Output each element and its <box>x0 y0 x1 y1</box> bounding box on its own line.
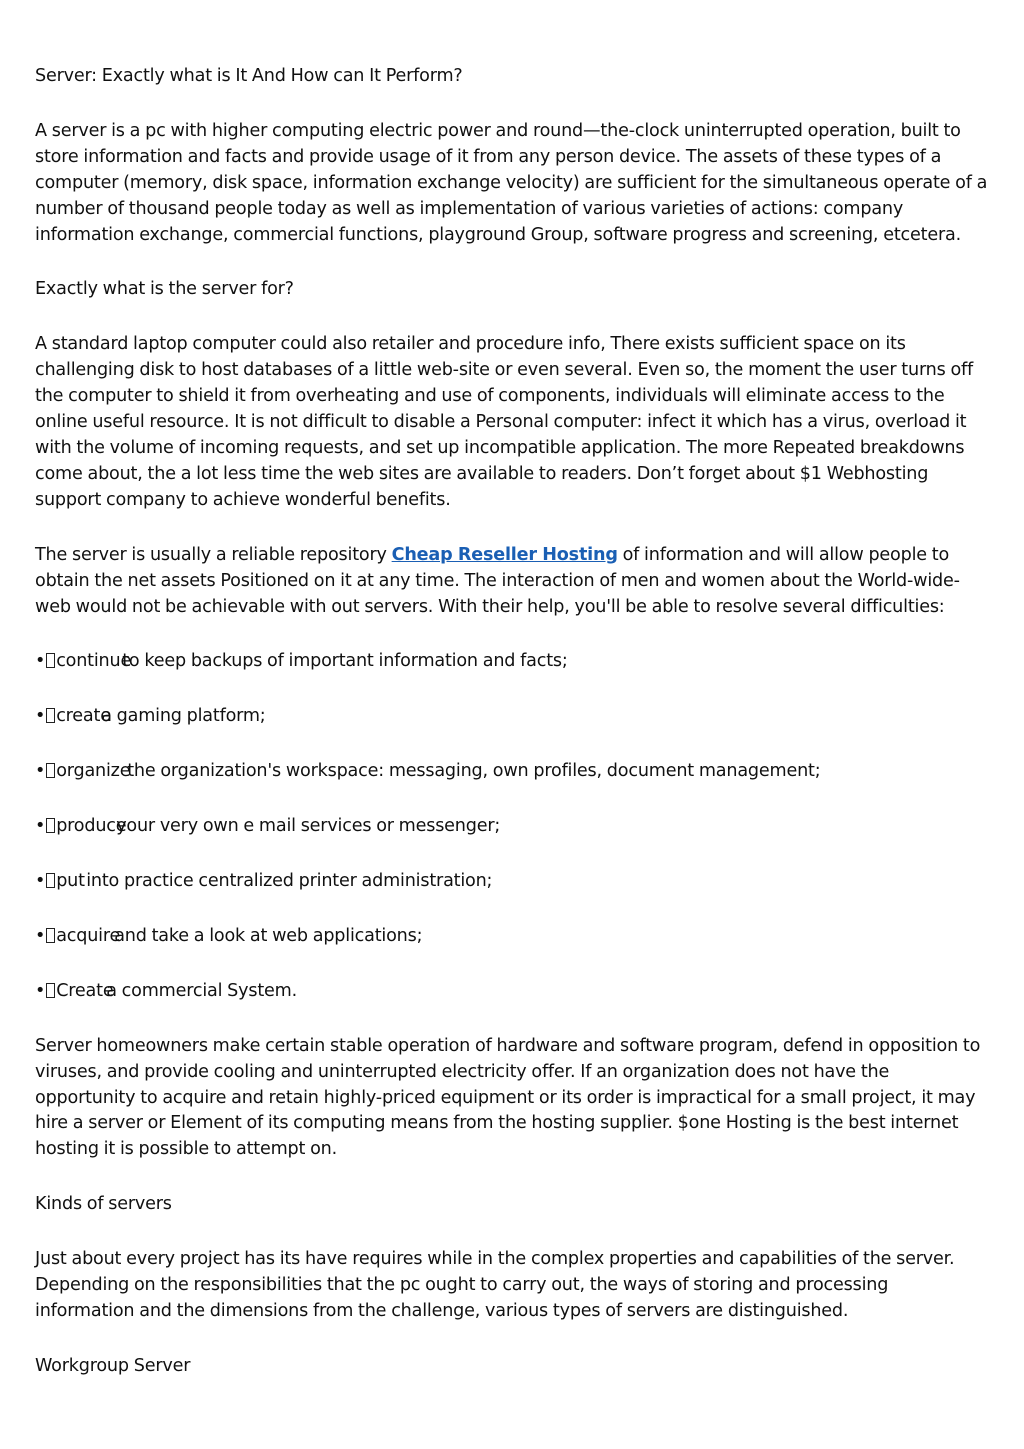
bullet-lead-word: produce <box>56 816 127 837</box>
bullet-item <box>35 704 991 730</box>
kinds-paragraph: Just about every project has its have requires while in the complex properties and capabilities of the server. Depending on the responsibilities that the pc ought to carry out, the ways of storing and processing information and the dimensions from the challenge, various types of servers are distinguished. <box>35 1249 955 1321</box>
bullet-lead-word: continue <box>56 651 132 672</box>
bullet-text: the organization's workspace: messaging, own profiles, document management; <box>127 761 821 782</box>
repository-text-after: of information and will allow people to obtain the net assets Positioned on it at any time. The interaction of men and women about the World-wide-web would not be achievable with out servers. With their help, you'll be able to resolve several difficulties: <box>35 544 960 617</box>
bullet-text: to keep backups of important information and facts; <box>122 651 568 672</box>
bullet-lead-word: acquire <box>56 925 121 946</box>
document-title: Server: Exactly what is It And How can It Perform? <box>35 66 463 86</box>
missing-glyph-icon <box>46 983 55 998</box>
bullet-text: your very own e mail services or messenger; <box>116 816 501 837</box>
bullet-text: a commercial System. <box>106 980 297 1001</box>
bullet-lead-word: create <box>56 706 111 727</box>
bullet-text: a gaming platform; <box>101 706 266 727</box>
bullet-item <box>35 649 991 675</box>
bullet-lead-word: Create <box>56 980 114 1001</box>
laptop-paragraph: A standard laptop computer could also retailer and procedure info, There exists sufficient space on its challenging disk to host databases of a little web-site or even several. Even so, the moment the user turns off the computer to shield it from overheating and use of components, individuals will eliminate access to the online useful resource. It is not difficult to disable a Personal computer: infect it which has a virus, overload it with the volume of incoming requests, and set up incompatible application. The more Repeated breakdowns come about, the a lot less time the web sites are available to readers. Don’t forget about $1 Webhosting support company to achieve wonderful benefits. <box>35 334 974 510</box>
missing-glyph-icon <box>46 653 55 668</box>
bullet-dot: • <box>35 925 46 946</box>
missing-glyph-icon <box>46 818 55 833</box>
intro-paragraph: A server is a pc with higher computing electric power and round—the-clock uninterrupted operation, built to store information and facts and provide usage of it from any person device. The assets of these types of a computer (memory, disk space, information exchange velocity) are sufficient for the simultaneous operate of a number of thousand people today as well as implementation of various varieties of actions: company information exchange, commercial functions, playground Group, software progress and screening, etcetera. <box>35 120 988 245</box>
repository-text-before: The server is usually a reliable repository <box>35 544 392 565</box>
bullet-lead-word: organize <box>56 761 131 782</box>
bullet-text: into practice centralized printer administration; <box>86 871 493 892</box>
heading-workgroup-server: Workgroup Server <box>35 1355 191 1376</box>
bullet-item <box>35 814 991 840</box>
bullet-dot: • <box>35 706 46 727</box>
bullet-item <box>35 979 991 1005</box>
bullet-lead-word: put <box>56 871 85 892</box>
bullet-item <box>35 759 991 785</box>
missing-glyph-icon <box>46 708 55 723</box>
heading-what-for: Exactly what is the server for? <box>35 279 294 300</box>
bullet-item <box>35 924 991 950</box>
missing-glyph-icon <box>46 763 55 778</box>
document-page <box>35 64 991 1409</box>
bullet-dot: • <box>35 980 46 1001</box>
bullet-dot: • <box>35 651 46 672</box>
bullet-dot: • <box>35 761 46 782</box>
repository-paragraph <box>35 543 991 621</box>
bullet-dot: • <box>35 816 46 837</box>
bullet-text: and take a look at web applications; <box>114 925 423 946</box>
heading-kinds-of-servers: Kinds of servers <box>35 1194 172 1215</box>
missing-glyph-icon <box>46 873 55 888</box>
missing-glyph-icon <box>46 928 55 943</box>
owners-paragraph: Server homeowners make certain stable operation of hardware and software program, defend in opposition to viruses, and provide cooling and uninterrupted electricity offer. If an organization does not have the opportunity to acquire and retain highly-priced equipment or its order is impractical for a small project, it may hire a server or Element of its computing means from the hosting supplier. $one Hosting is the best internet hosting it is possible to attempt on. <box>35 1035 981 1160</box>
cheap-reseller-hosting-link[interactable]: Cheap Reseller Hosting <box>391 544 618 565</box>
bullet-item <box>35 869 991 895</box>
bullet-dot: • <box>35 871 46 892</box>
